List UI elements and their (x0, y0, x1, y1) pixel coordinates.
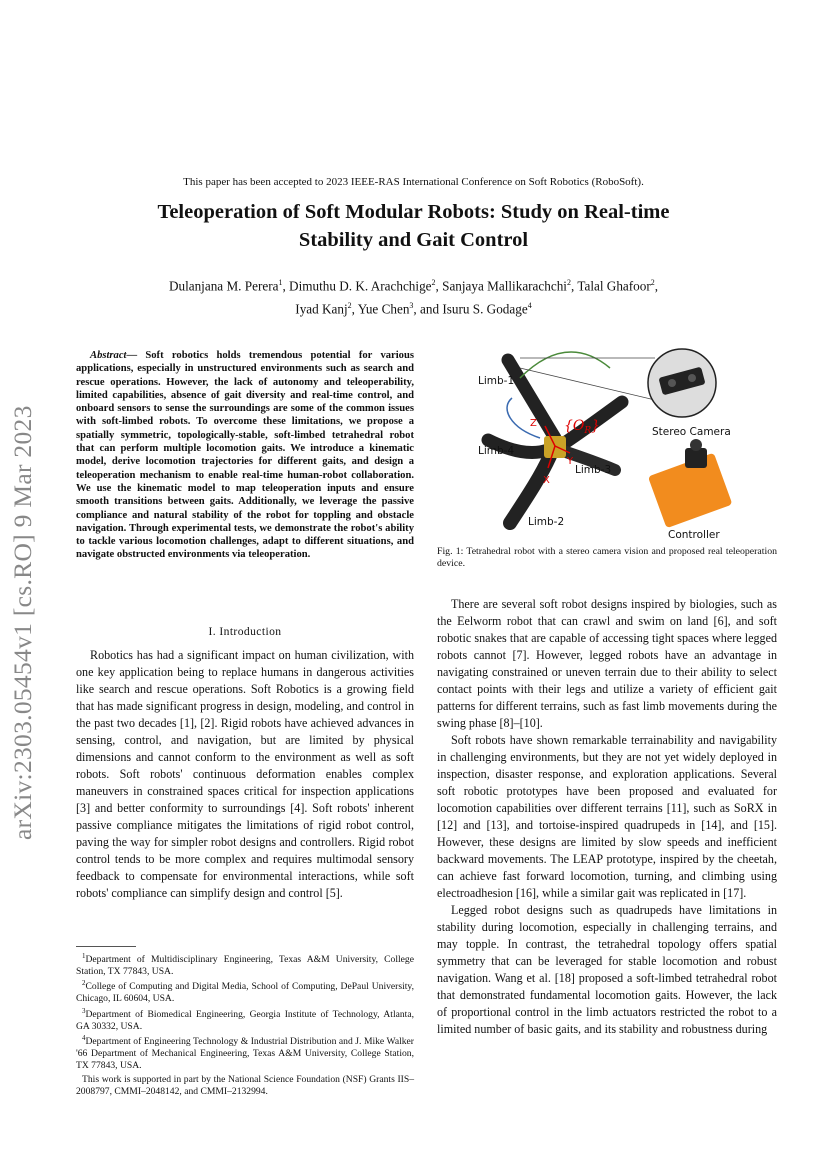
label-axis-y: Y (567, 456, 574, 467)
controller-device (648, 439, 733, 528)
footnotes (76, 951, 414, 1098)
affil-mark: 2 (566, 278, 571, 287)
author: , Yue Chen (351, 301, 410, 317)
intro-paragraph: Legged robot designs such as quadrupeds have limitations in stability during locomotion, especially in challenging terrains, and may topple. In contrast, the tetrahedral topology offers spatial symmetry that can be leveraged for stable locomotion and robust navigation. Wang et al. [18] proposed a soft-limbed tetrahedral robot that demonstrated fundamental locomotion gaits. However, the lack of proportional control in the limb actuators restricted the robot to a limited number of basic gaits, and its stability and robustness during (437, 903, 777, 1036)
author: , and Isuru S. Godage (413, 301, 528, 317)
footnote (76, 978, 414, 1004)
affil-mark: 2 (347, 301, 352, 311)
footnote-rule (76, 946, 136, 947)
intro-column-right (437, 596, 777, 1038)
affil-mark: 1 (278, 278, 283, 287)
footnote-mark: 2 (82, 979, 86, 988)
label-stereo-camera: Stereo Camera (652, 426, 731, 438)
footnote-mark: 1 (82, 952, 86, 960)
label-controller: Controller (668, 529, 720, 541)
author: , Sanjaya Mallikarachchi (435, 278, 567, 294)
arxiv-stamp: arXiv:2303.05454v1 [cs.RO] 9 Mar 2023 (8, 405, 37, 840)
author: , Dimuthu D. K. Arachchige (282, 278, 432, 294)
limb-2-shape (510, 456, 550, 523)
affil-mark: 3 (409, 301, 414, 311)
abstract-label: Abstract (90, 350, 127, 361)
label-frame: $\{O_R\}$ (564, 418, 601, 436)
affil-mark: 2 (431, 278, 436, 287)
footnote-text: Department of Multidisciplinary Engineering, Texas A&M University, College Station, TX 77843, USA. (76, 954, 414, 977)
label-axis-x: X (543, 475, 550, 486)
author: , Talal Ghafoor (570, 278, 651, 294)
affil-mark: 4 (527, 301, 532, 311)
footnote (76, 1006, 414, 1032)
author-sep: , (654, 278, 659, 294)
label-axis-z: Z (530, 418, 537, 429)
funding-note: This work is supported in part by the National Science Foundation (NSF) Grants IIS–2008797, CMMI–2048142, and CMMI–2132994. (76, 1074, 414, 1097)
abstract (76, 349, 414, 562)
author-list (100, 273, 727, 320)
intro-paragraph: There are several soft robot designs inspired by biologies, such as the Eelworm robot that can crawl and swim on land [6], and soft robotic snakes that are capable of accessing tight spaces where legged robots cannot [7]. However, legged robots have an advantage in navigating constrained or uneven terrain due to their ability to select contact points with their legs and utilize a variety of efficient gait patterns for different terrains, such as fast limb movements during the swing phase [8]–[10]. (437, 597, 777, 730)
label-limb-2: Limb-2 (528, 516, 565, 528)
intro-paragraph: Robotics has had a significant impact on human civilization, with one key application being to replace humans in dangerous activities like search and rescue operations. Soft Robotics is a growing field that has made significant progress in design, modeling, and control in the past two decades [1], [2]. Rigid robots have achieved advances in sensing, control, and navigation, but are limited by physical dimensions and cannot conform to the environment as well as soft robots. Soft robots' continuous deformation enables complex maneuvers in constrained spaces critical for inspection applications [3] and better conformity to surroundings [4]. Soft robots' inherent passive compliance mitigates the limitations of rigid robot control, paving the way for simpler robot designs and controllers. Rigid robot control tends to be more complex and requires multimodal sensory feedback to compensate for environmental interactions, while soft robots' compliance can simplify design and control [5]. (76, 648, 414, 900)
footnote-text: Department of Biomedical Engineering, Georgia Institute of Technology, Atlanta, GA 30332, USA. (76, 1008, 414, 1032)
label-limb-3: Limb-3 (575, 464, 612, 476)
author: Dulanjana M. Perera (168, 278, 279, 294)
label-limb-4: Limb-4 (478, 445, 515, 457)
affil-mark: 2 (650, 278, 655, 287)
footnote (76, 1033, 414, 1071)
section-heading: I. Introduction (208, 625, 282, 638)
acceptance-notice: This paper has been accepted to 2023 IEEE-RAS International Conference on Soft Robotics (RoboSoft). (183, 176, 644, 188)
abstract-text: — Soft robotics holds tremendous potential for various applications, especially in unstructured environments such as search and rescue operations. However, the lack of autonomy and teleoperability, limited capabilities, absence of gait diversity and real-time control, and onboard sensors to sense the surroundings are some of the common issues with soft-limbed robots. To overcome these limitations, we propose a spatially symmetric, topologically-stable, soft-limbed tetrahedral robot that can perform multiple locomotion gaits. We introduce a kinematic model, derive locomotion trajectories for different gaits, and design a teleoperation mechanism to enable real-time human-robot collaboration. We use the kinematic model to map teleoperation inputs and ensure smooth transitions between gaits. Additionally, we leverage the passive compliance and natural stability of the robot for toppling and obstacle navigation. Through experimental tests, we demonstrate the robot's ability to tackle various locomotion challenges, adapt to different situations, and navigate obstructed environments via teleoperation. (76, 350, 414, 561)
author-line-2 (100, 296, 727, 319)
title-line-1: Teleoperation of Soft Modular Robots: Study on Real-time (157, 201, 670, 223)
intro-paragraph: Soft robots have shown remarkable terrainability and navigability in challenging environments, but they are not yet widely deployed in inspection, disaster response, and exploration applications. Several soft robotic prototypes have been proposed and evaluated for locomotion capabilities over different terrains [11], such as SoRX in [12] and [13], and tortoise-inspired quadrupeds in [14], and [15]. However, these designs are limited by slow speeds and inefficient backward movements. The LEAP prototype, inspired by the cheetah, can achieve fast forward locomotion, turning, and climbing using electroadhesion [16], while a similar gait was replicated in [17]. (437, 733, 777, 900)
footnote-mark: 3 (82, 1006, 86, 1015)
footnote-text: College of Computing and Digital Media, School of Computing, DePaul University, Chicago, IL 60604, USA. (76, 981, 414, 1005)
author: Iyad Kanj (295, 301, 348, 317)
author-line-1 (100, 273, 727, 296)
footnote (76, 951, 414, 977)
label-limb-1: Limb-1 (478, 375, 515, 387)
footnote-mark: 4 (82, 1034, 86, 1043)
figure-caption: Fig. 1: Tetrahedral robot with a stereo camera vision and proposed real teleoperation device. (437, 546, 777, 569)
paper-title (90, 198, 737, 254)
intro-column-left (76, 647, 414, 902)
title-line-2: Stability and Gait Control (298, 229, 529, 251)
figure-robot (460, 338, 780, 543)
footnote-text: Department of Engineering Technology & Industrial Distribution and J. Mike Walker '66 Department of Mechanical Engineering, Texas A&M University, College Station, TX 77843, USA. (76, 1036, 414, 1071)
